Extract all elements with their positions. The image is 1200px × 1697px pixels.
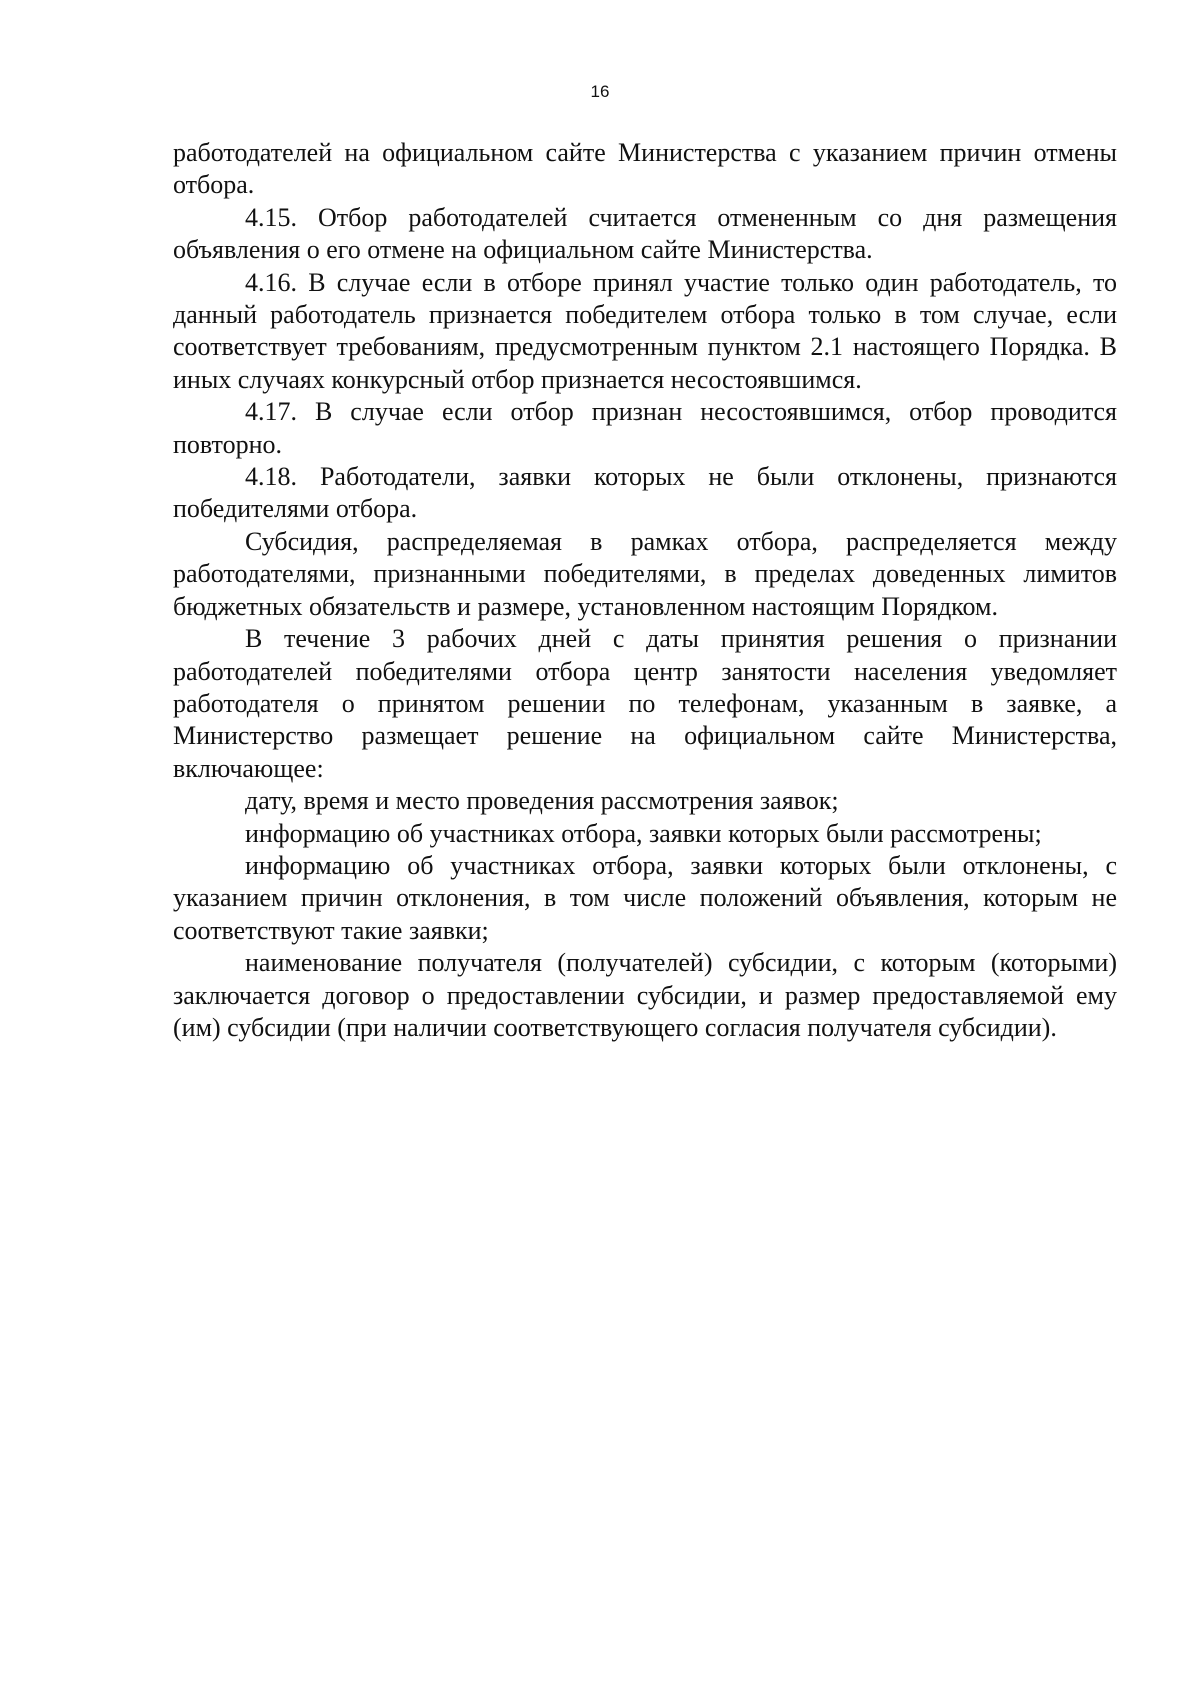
paragraph-subsidy-distribution: Субсидия, распределяемая в рамках отбора, распределяется между работодателями, признанными победителями, в пределах доведенных лимитов бюджетных обязательств и размере, установленном настоящим Порядком. xyxy=(173,526,1117,621)
list-item-date-time-place: дату, время и место проведения рассмотрения заявок; xyxy=(245,786,839,816)
page-number: 16 xyxy=(590,82,610,101)
document-body xyxy=(173,137,1117,1044)
paragraph-4-15: 4.15. Отбор работодателей считается отмененным со дня размещения объявления о его отмене на официальном сайте Министерства. xyxy=(173,202,1117,265)
list-item-recipient-name: наименование получателя (получателей) субсидии, с которым (которыми) заключается договор о предоставлении субсидии, и размер предоставляемой ему (им) субсидии (при наличии соответствующего согласия получателя субсидии). xyxy=(173,948,1117,1042)
paragraph-4-16: 4.16. В случае если в отборе принял участие только один работодатель, то данный работодатель признается победителем отбора только в том случае, если соответствует требованиям, предусмотренным пунктом 2.1 настоящего Порядка. В иных случаях конкурсный отбор признается несостоявшимся. xyxy=(173,267,1117,394)
paragraph-4-18: 4.18. Работодатели, заявки которых не были отклонены, признаются победителями отбора. xyxy=(173,462,1117,524)
paragraph-continuation: работодателей на официальном сайте Министерства с указанием причин отмены отбора. xyxy=(173,138,1117,200)
paragraph-4-17: 4.17. В случае если отбор признан несостоявшимся, отбор проводится повторно. xyxy=(173,397,1117,459)
paragraph-notification: В течение 3 рабочих дней с даты принятия решения о признании работодателей победителями отбора центр занятости населения уведомляет работодателя о принятом решении по телефонам, указанным в заявке, а Министерство размещает решение на официальном сайте Министерства, включающее: xyxy=(173,624,1117,783)
list-item-rejected-participants: информацию об участниках отбора, заявки которых были отклонены, с указанием причин отклонения, в том числе положений объявления, которым не соответствуют такие заявки; xyxy=(173,850,1117,945)
list-item-reviewed-participants: информацию об участниках отбора, заявки которых были рассмотрены; xyxy=(245,818,1042,848)
